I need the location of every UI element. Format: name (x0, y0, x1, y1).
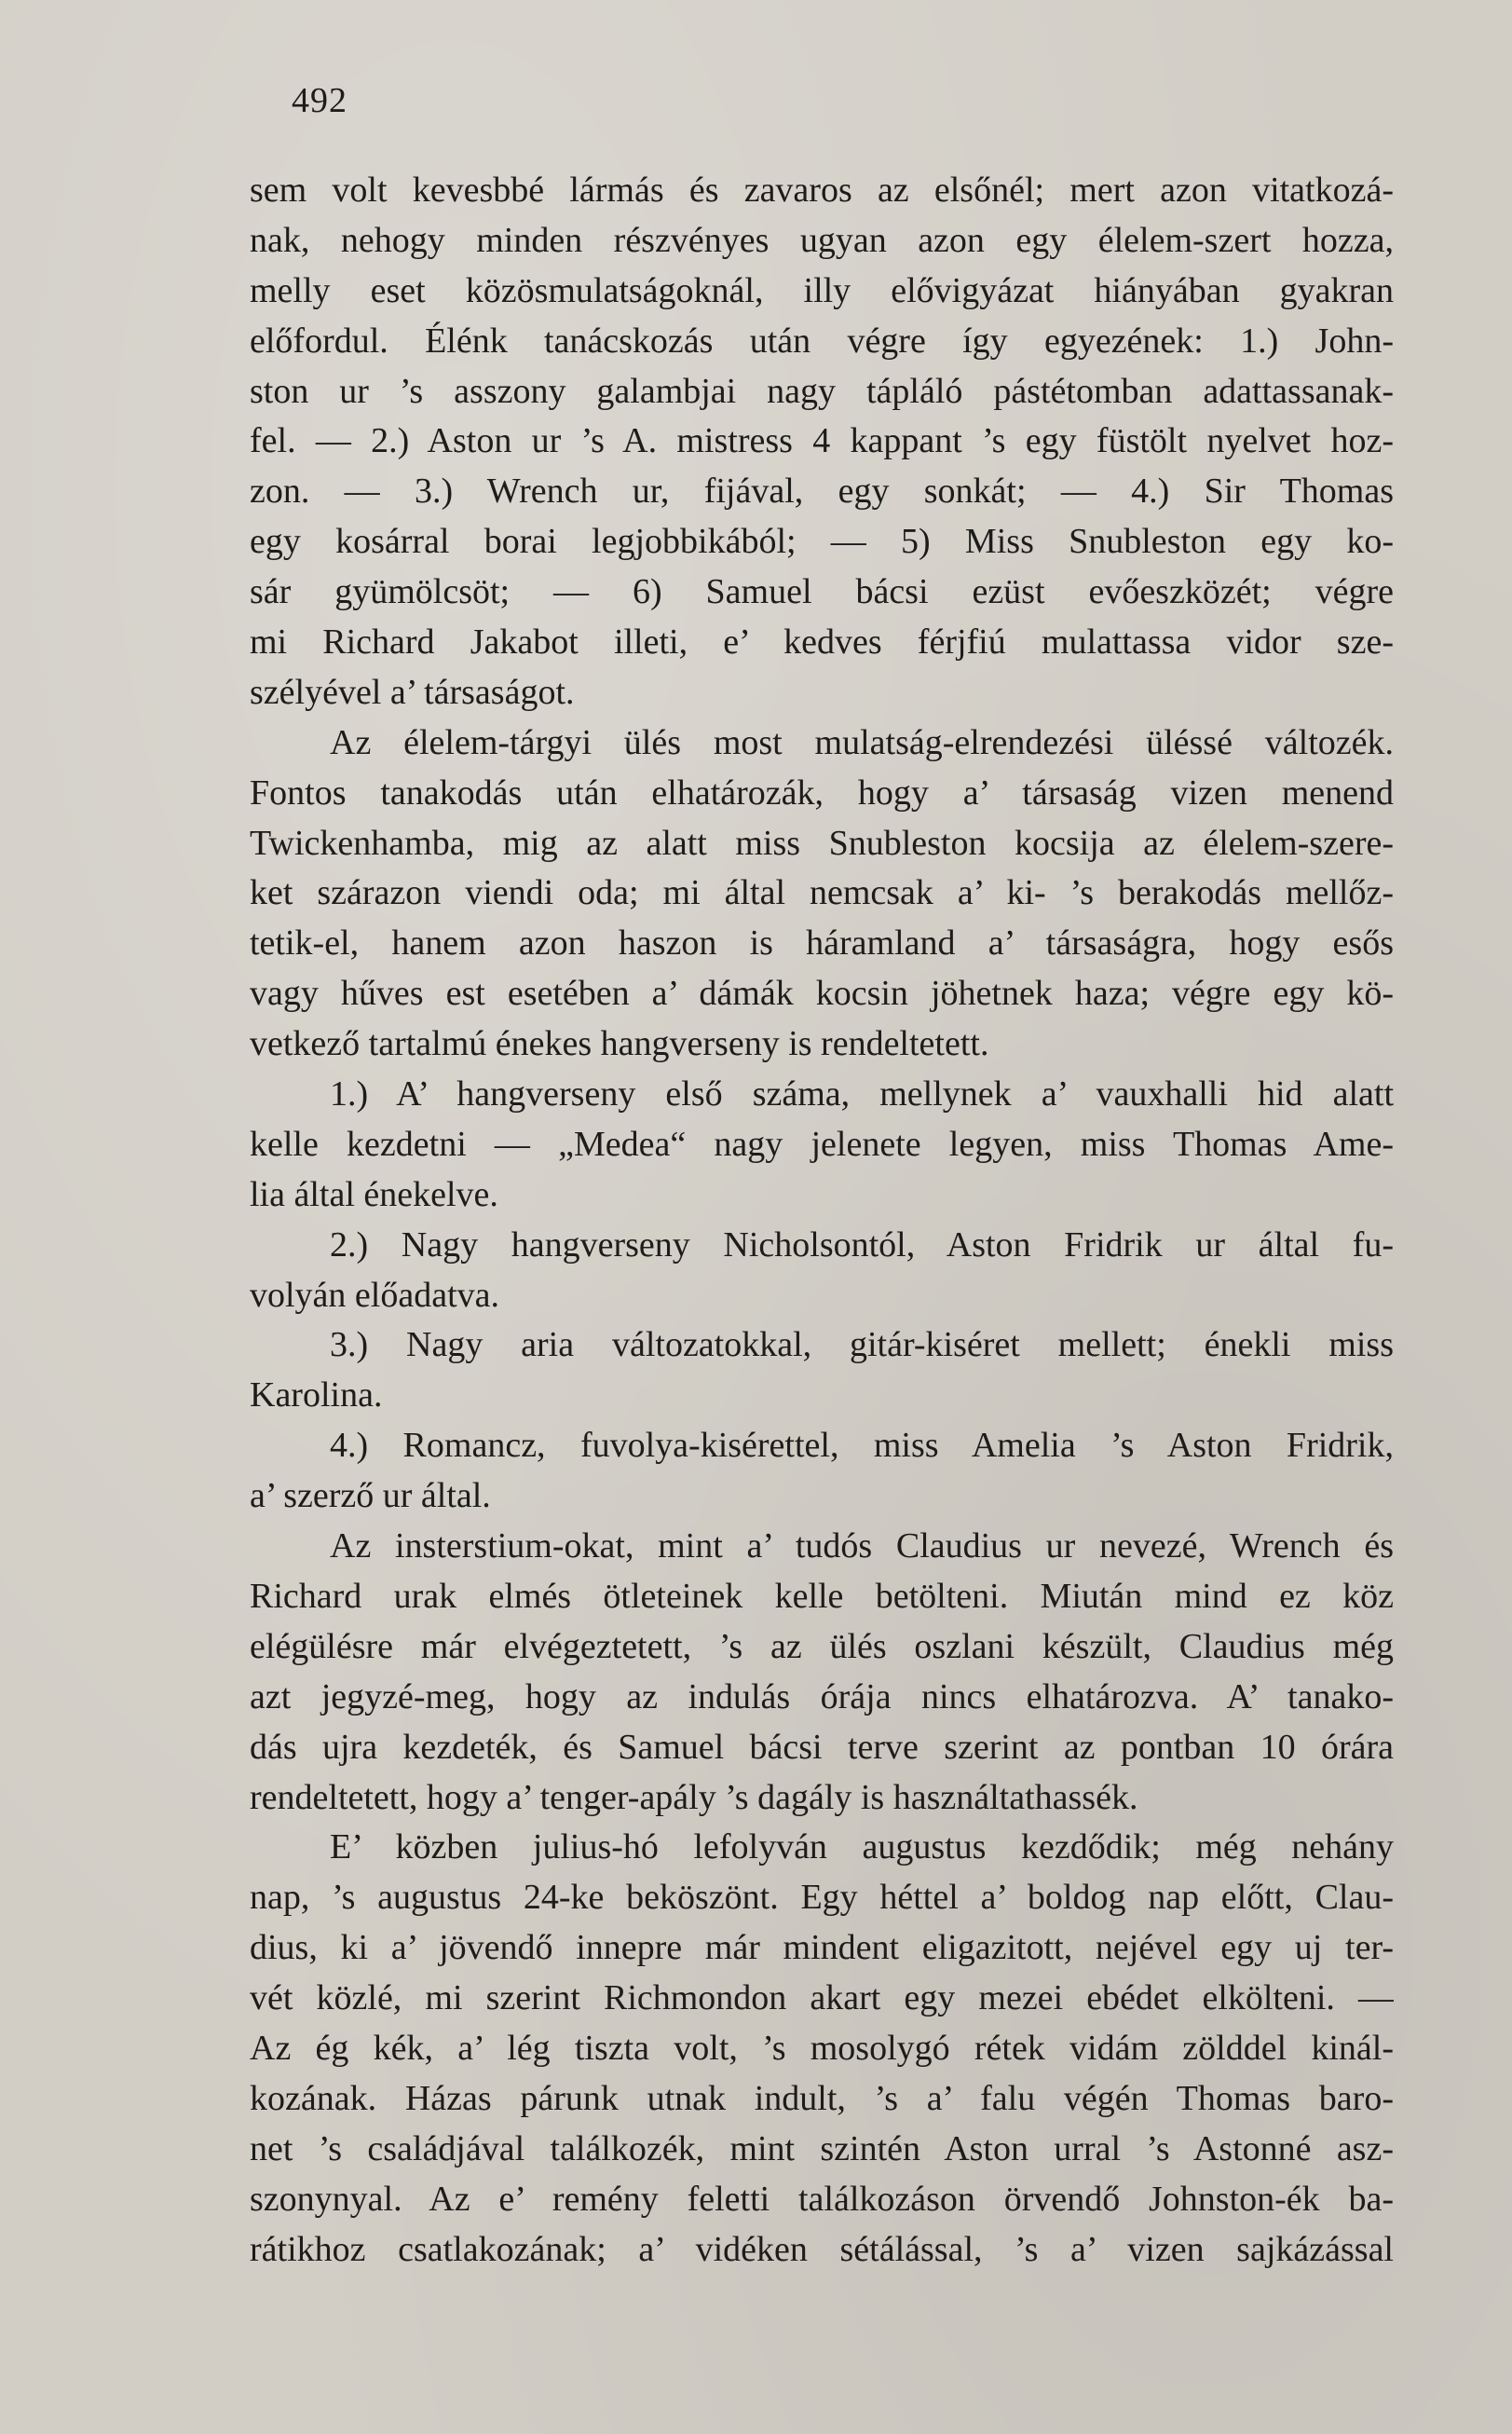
text-line: előfordul. Élénk tanácskozás után végre így egyezének: 1.) John- (250, 321, 1394, 361)
text-line: Az élelem-tárgyi ülés most mulatság-elrendezési üléssé változék. (330, 722, 1394, 762)
text-line: Twickenhamba, mig az alatt miss Snubleston kocsija az élelem-szere- (250, 823, 1394, 863)
text-line: zon. — 3.) Wrench ur, fijával, egy sonkát; — 4.) Sir Thomas (250, 472, 1394, 512)
text-line: rátikhoz csatlakozának; a’ vidéken sétálással, ’s a’ vizen sajkázással (250, 2229, 1394, 2269)
text-line: nap, ’s augustus 24-ke beköszönt. Egy héttel a’ boldog nap előtt, Clau- (250, 1878, 1394, 1918)
text-line: azt jegyzé-meg, hogy az indulás órája nincs elhatározva. A’ tanako- (250, 1676, 1394, 1716)
text-line: Az ég kék, a’ lég tiszta volt, ’s mosolygó rétek vidám zölddel kinál- (250, 2028, 1394, 2068)
text-line: lia által énekelve. (250, 1174, 498, 1214)
text-line: dius, ki a’ jövendő innepre már mindent eligazitott, nejével egy uj ter- (250, 1928, 1394, 1968)
text-line: szonynyal. Az e’ remény feletti találkozáson örvendő Johnston-ék ba- (250, 2179, 1394, 2219)
text-line: 4.) Romancz, fuvolya-kisérettel, miss Amelia ’s Aston Fridrik, (330, 1426, 1394, 1466)
text-line: fel. — 2.) Aston ur ’s A. mistress 4 kappant ’s egy füstölt nyelvet hoz- (250, 421, 1394, 461)
text-line: vetkező tartalmú énekes hangverseny is rendeltetett. (250, 1024, 989, 1064)
body-text (250, 166, 1394, 2275)
text-line: volyán előadatva. (250, 1275, 500, 1315)
text-line: 2.) Nagy hangverseny Nicholsontól, Aston Fridrik ur által fu- (330, 1224, 1394, 1265)
text-line: rendeltetett, hogy a’ tenger-apály ’s dagály is használtathassék. (250, 1777, 1138, 1817)
text-line: egy kosárral borai legjobbikából; — 5) Miss Snubleston egy ko- (250, 522, 1394, 562)
text-line: melly eset közösmulatságoknál, illy elővigyázat hiányában gyakran (250, 270, 1394, 310)
text-line: szélyével a’ társaságot. (250, 672, 575, 712)
text-line: E’ közben julius-hó lefolyván augustus kezdődik; még nehány (330, 1827, 1394, 1867)
text-line: kelle kezdetni — „Medea“ nagy jelenete legyen, miss Thomas Ame- (250, 1124, 1394, 1164)
text-line: vagy hűves est esetében a’ dámák kocsin jöhetnek haza; végre egy kö- (250, 974, 1394, 1014)
text-line: 1.) A’ hangverseny első száma, mellynek a’ vauxhalli hid alatt (330, 1074, 1394, 1114)
text-line: elégülésre már elvégeztetett, ’s az ülés oszlani készült, Claudius még (250, 1626, 1394, 1666)
text-line: mi Richard Jakabot illeti, e’ kedves férjfiú mulattassa vidor sze- (250, 622, 1394, 663)
text-line: net ’s családjával találkozék, mint szintén Aston urral ’s Astonné asz- (250, 2128, 1394, 2168)
text-line: a’ szerző ur által. (250, 1476, 491, 1516)
page-number: 492 (292, 81, 347, 120)
text-line: 3.) Nagy aria változatokkal, gitár-kiséret mellett; énekli miss (330, 1325, 1394, 1365)
text-line: vét közlé, mi szerint Richmondon akart egy mezei ebédet elkölteni. — (250, 1978, 1394, 2018)
text-line: Az insterstium-okat, mint a’ tudós Claudius ur nevezé, Wrench és (330, 1526, 1394, 1566)
text-line: tetik-el, hanem azon haszon is háramland a’ társaságra, hogy esős (250, 923, 1394, 964)
text-line: Karolina. (250, 1375, 383, 1415)
text-line: kozának. Házas párunk utnak indult, ’s a’ falu végén Thomas baro- (250, 2078, 1394, 2118)
text-line: Fontos tanakodás után elhatározák, hogy a’ társaság vizen menend (250, 773, 1394, 813)
text-line: nak, nehogy minden részvényes ugyan azon egy élelem-szert hozza, (250, 220, 1394, 260)
text-line: sem volt kevesbbé lármás és zavaros az elsőnél; mert azon vitatkozá- (250, 171, 1394, 210)
text-line: ket szárazon viendi oda; mi által nemcsak a’ ki- ’s berakodás mellőz- (250, 873, 1394, 913)
text-line: sár gyümölcsöt; — 6) Samuel bácsi ezüst evőeszközét; végre (250, 572, 1394, 612)
text-line: dás ujra kezdeték, és Samuel bácsi terve szerint az pontban 10 órára (250, 1727, 1394, 1767)
text-line: ston ur ’s asszony galambjai nagy tápláló pástétomban adattassanak- (250, 371, 1394, 411)
text-line: Richard urak elmés ötleteinek kelle betölteni. Miután mind ez köz (250, 1576, 1394, 1616)
